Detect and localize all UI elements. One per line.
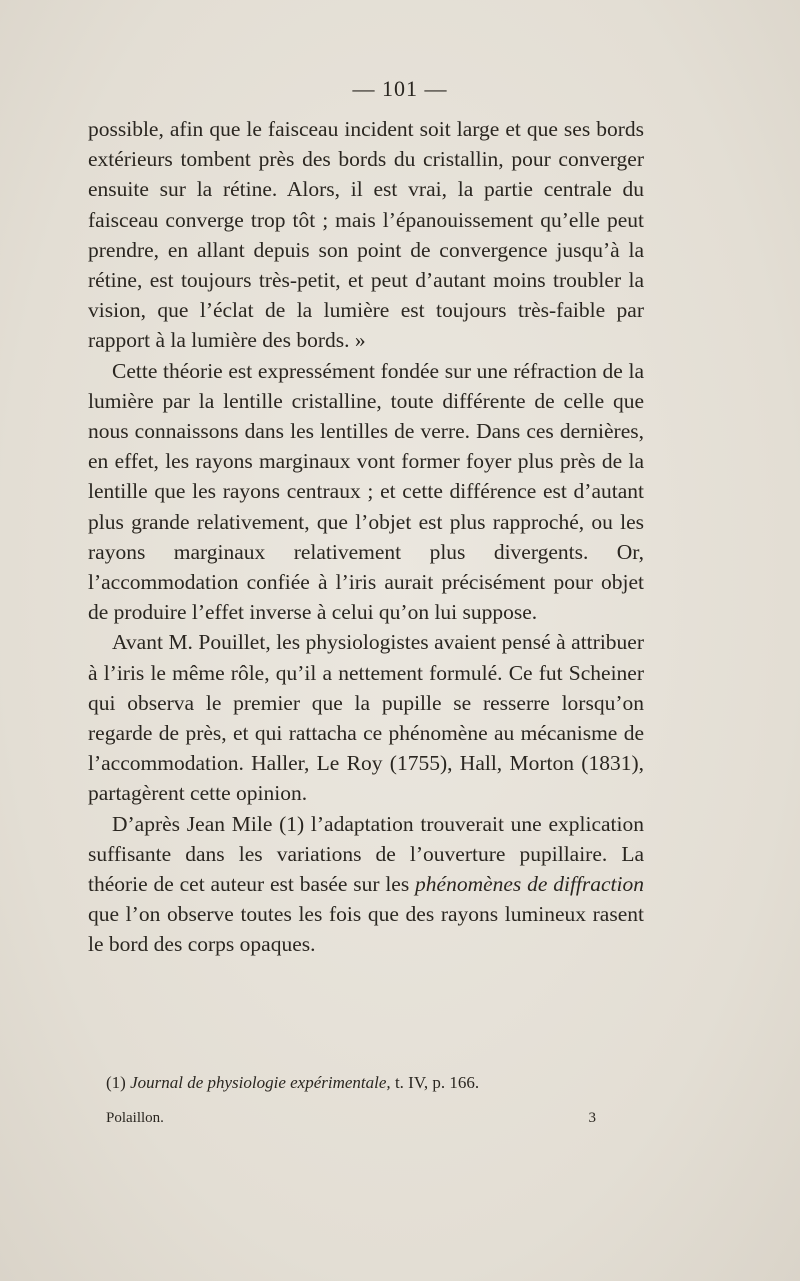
paragraph-4-text-a: D’après Jean Mile (1) l’adaptation trouverait une explication suffisante dans les variations de l’ouverture pupillaire. La théorie de cet auteur est basée sur les xyxy=(88,811,644,897)
paragraph-2: Cette théorie est expressément fondée sur une réfraction de la lumière par la lentille cristalline, toute différente de celle que nous connaissons dans les lentilles de verre. Dans ces dernières, en effet, les rayons marginaux vont former foyer plus près de la lentille que les rayons centraux ; et cette différence est d’autant plus grande relativement, que l’objet est plus rapproché, ou les rayons marginaux relativement plus divergents. Or, l’accommodation confiée à l’iris aurait précisément pour objet de produire l’effet inverse à celui qu’on lui suppose. xyxy=(88,358,644,625)
paragraph-3: Avant M. Pouillet, les physiologistes avaient pensé à attribuer à l’iris le même rôle, qu’il a nettement formulé. Ce fut Scheiner qui observa le premier que la pupille se resserre lorsqu’on regarde de près, et qui rattacha ce phénomène au mécanisme de l’accommodation. Haller, Le Roy (1755), Hall, Morton (1831), partagèrent cette opinion. xyxy=(88,630,644,806)
paragraph-1: possible, afin que le faisceau incident soit large et que ses bords extérieurs tombent près des bords du cristallin, pour converger ensuite sur la rétine. Alors, il est vrai, la partie centrale du faisceau converge trop tôt ; mais l’épanouissement qu’elle peut prendre, en allant depuis son point de convergence jusqu’à la rétine, est toujours très-petit, et peut d’autant moins troubler la vision, que l’éclat de la lumière est toujours très-faible par rapport à la lumière des bords. » xyxy=(88,117,644,353)
paragraph-4-text-b: que l’on observe toutes les fois que des rayons lumineux rasent le bord des corps opaques. xyxy=(88,902,644,957)
page-footer xyxy=(106,1110,596,1127)
footer-author: Polaillon. xyxy=(106,1110,164,1126)
paragraph-4-italic: phénomènes de diffraction xyxy=(415,872,644,897)
footnote-reference: t. IV, p. 166. xyxy=(390,1073,480,1092)
footnote xyxy=(106,1072,626,1094)
footnote-journal: Journal de physiologie expérimentale, xyxy=(130,1073,391,1092)
page-number: — 101 — xyxy=(352,76,448,101)
footnote-marker: (1) xyxy=(106,1073,131,1092)
signature-mark: 3 xyxy=(588,1110,596,1126)
paragraph-4 xyxy=(88,809,644,960)
body-text xyxy=(88,114,644,960)
